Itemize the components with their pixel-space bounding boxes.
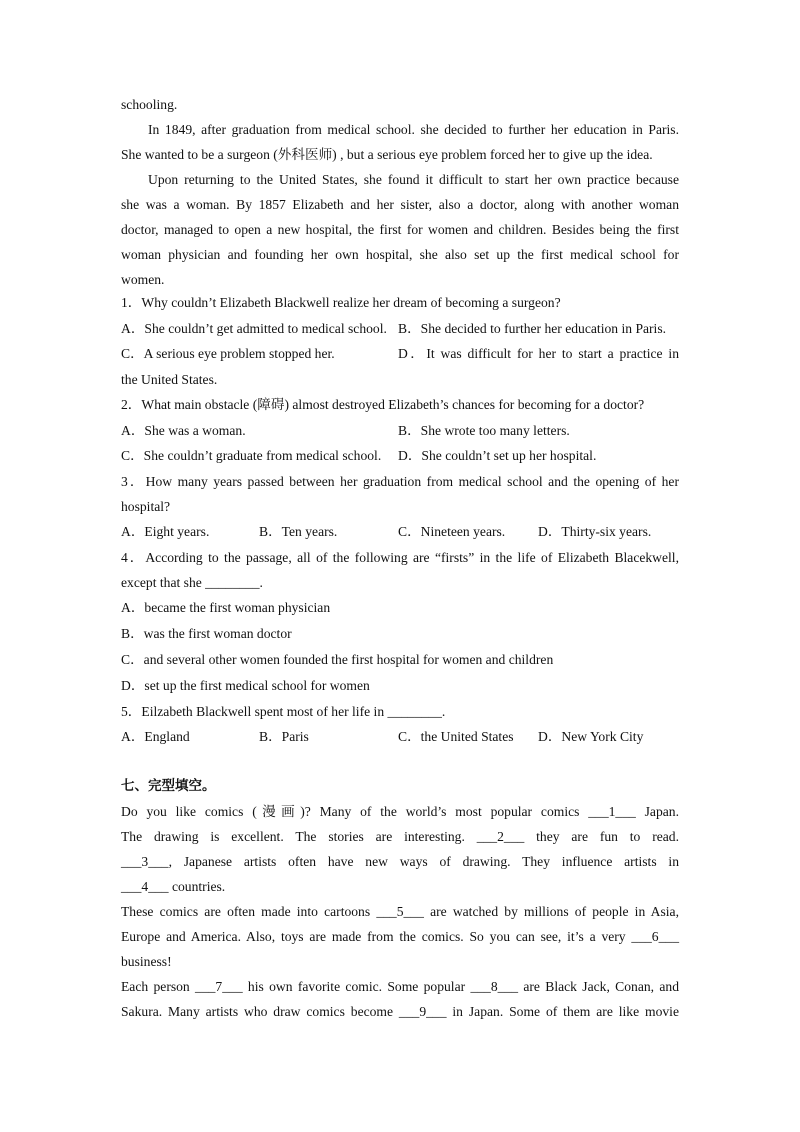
option-c: C．A serious eye problem stopped her. [121, 346, 335, 361]
option-c: C．and several other women founded the first hospital for women and children [121, 652, 554, 667]
option-a: A．She was a woman. [121, 423, 246, 438]
option-a: A．became the first woman physician [121, 600, 331, 615]
cloze-line: Each person ___7___ his own favorite comic. Some popular ___8___ are Black Jack, Conan, and [121, 979, 679, 994]
option-a: A．England [121, 729, 190, 744]
question-3 [121, 469, 679, 519]
passage-line: In 1849, after graduation from medical school. she decided to further her education in Paris. [148, 122, 679, 137]
option-d-continued: the United States. [121, 372, 218, 387]
question-4 [121, 545, 679, 698]
question-stem-continued: hospital? [121, 499, 171, 514]
option-b: B．Ten years. [259, 524, 338, 539]
passage-line: Upon returning to the United States, she found it difficult to start her own practice because [148, 172, 679, 187]
option-d: D．Thirty-six years. [538, 524, 652, 539]
passage-line: women. [121, 272, 165, 287]
option-d: D．New York City [538, 729, 644, 744]
question-2-stem: 2．What main obstacle (障碍) almost destroyed Elizabeth’s chances for becoming for a doctor? [121, 397, 645, 412]
option-d: D．set up the first medical school for women [121, 678, 370, 693]
passage-line: schooling. [121, 97, 178, 112]
section-heading: 七、完型填空。 [121, 778, 216, 794]
option-a: A．She couldn’t get admitted to medical school. [121, 321, 387, 336]
option-d: D．It was difficult for her to start a practice in [398, 346, 679, 361]
reading-passage [121, 92, 679, 292]
option-a: A．Eight years. [121, 524, 210, 539]
option-b: B．She wrote too many letters. [398, 423, 570, 438]
option-b: B．Paris [259, 729, 309, 744]
question-stem-continued: except that she ________. [121, 575, 263, 590]
passage-line: doctor, managed to open a new hospital, the first for women and children. Besides being the first [121, 222, 679, 237]
passage-line: she was a woman. By 1857 Elizabeth and her sister, also a doctor, along with another woman [121, 197, 679, 212]
option-d: D．She couldn’t set up her hospital. [398, 448, 597, 463]
option-b: B．was the first woman doctor [121, 626, 292, 641]
passage-line: She wanted to be a surgeon (外科医师) , but a serious eye problem forced her to give up the idea. [121, 147, 653, 162]
option-b: B．She decided to further her education in Paris. [398, 321, 667, 336]
question-stem: 4．According to the passage, all of the following are “firsts” in the life of Elizabeth Blacekwell, [121, 550, 679, 565]
passage-line: woman physician and founding her own hospital, she also set up the first medical school for [121, 247, 679, 262]
cloze-line: These comics are often made into cartoons ___5___ are watched by millions of people in Asia, [121, 904, 679, 919]
question-stem: 1．Why couldn’t Elizabeth Blackwell realize her dream of becoming a surgeon? [121, 295, 561, 310]
question-stem: 3．How many years passed between her graduation from medical school and the opening of her [121, 474, 679, 489]
cloze-line: business! [121, 954, 172, 969]
question-1 [121, 290, 679, 315]
question-5-stem: 5．Eilzabeth Blackwell spent most of her life in ________. [121, 704, 446, 719]
cloze-line: Do you like comics (漫画)? Many of the world’s most popular comics ___1___ Japan. [121, 804, 679, 819]
cloze-line: ___4___ countries. [121, 879, 226, 894]
option-c: C．Nineteen years. [398, 524, 506, 539]
cloze-line: Sakura. Many artists who draw comics become ___9___ in Japan. Some of them are like movie [121, 1004, 679, 1019]
cloze-passage [121, 799, 679, 1024]
cloze-line: ___3___, Japanese artists often have new ways of drawing. They influence artists in [121, 854, 679, 869]
cloze-line: Europe and America. Also, toys are made from the comics. So you can see, it’s a very ___6___ [121, 929, 679, 944]
option-c: C．the United States [398, 729, 514, 744]
cloze-line: The drawing is excellent. The stories are interesting. ___2___ they are fun to read. [121, 829, 679, 844]
option-c: C．She couldn’t graduate from medical school. [121, 448, 382, 463]
